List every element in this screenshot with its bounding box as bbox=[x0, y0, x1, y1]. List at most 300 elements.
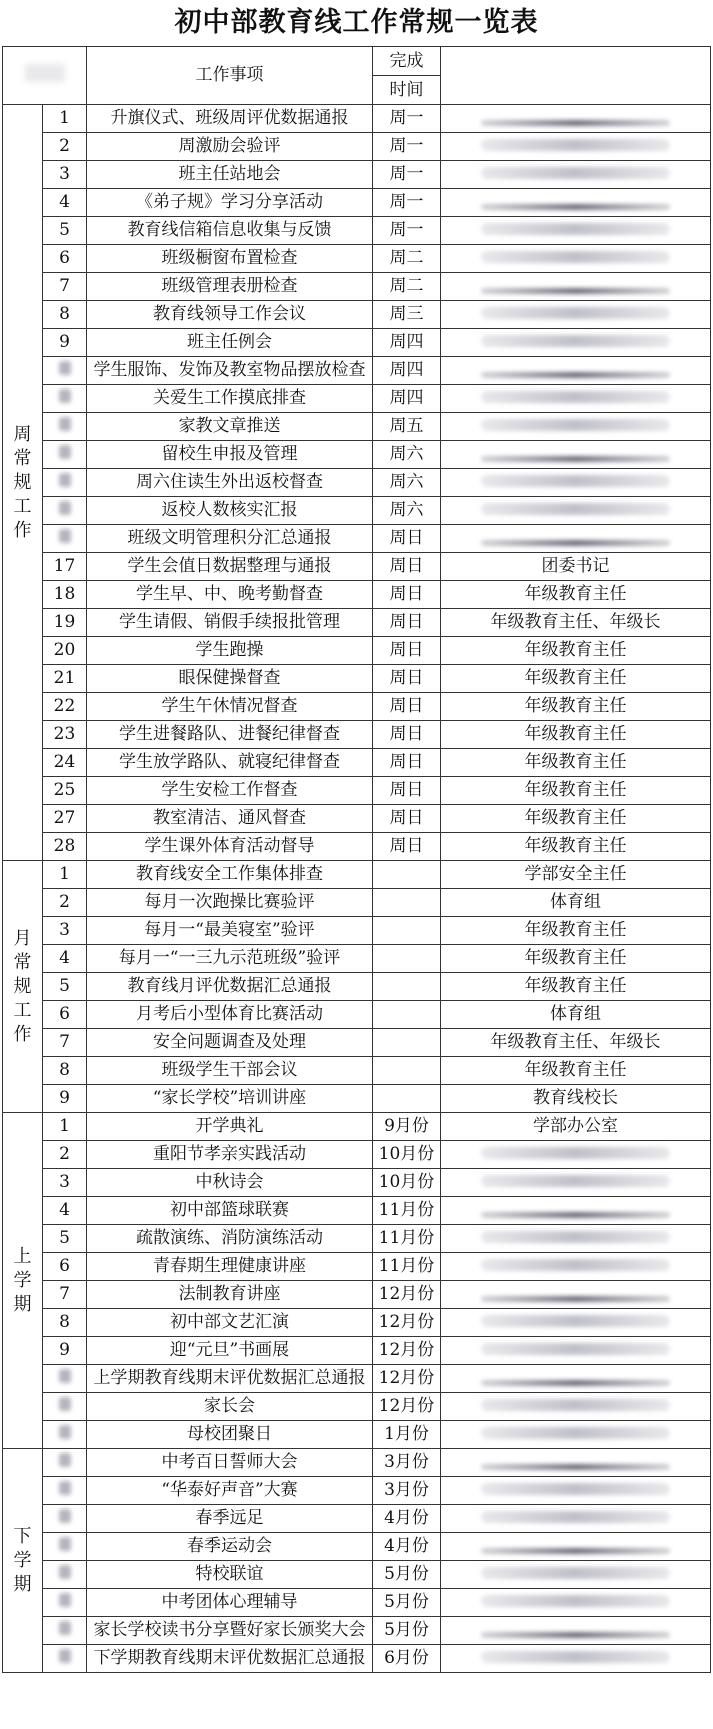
table-row bbox=[3, 805, 711, 833]
blurred-region bbox=[481, 167, 669, 179]
responsible-cell bbox=[441, 1197, 711, 1225]
blurred-region bbox=[481, 475, 669, 487]
responsible-cell: 体育组 bbox=[441, 889, 711, 917]
time-cell: 12月份 bbox=[373, 1281, 441, 1309]
time-cell bbox=[373, 1001, 441, 1029]
blurred-region bbox=[481, 503, 669, 515]
table-row bbox=[3, 1561, 711, 1589]
table-row bbox=[3, 161, 711, 189]
table-row bbox=[3, 1617, 711, 1645]
table-row bbox=[3, 1505, 711, 1533]
row-number: 5 bbox=[43, 217, 87, 245]
time-cell: 周六 bbox=[373, 441, 441, 469]
row-number bbox=[43, 1477, 87, 1505]
header-time-top: 完成 bbox=[373, 47, 441, 76]
blurred-region bbox=[481, 540, 669, 546]
task-cell: 家长会 bbox=[87, 1393, 373, 1421]
table-row bbox=[3, 1169, 711, 1197]
task-cell: 学生进餐路队、进餐纪律督查 bbox=[87, 721, 373, 749]
task-cell: 周激励会验评 bbox=[87, 133, 373, 161]
row-number bbox=[43, 357, 87, 385]
blurred-region bbox=[25, 64, 65, 82]
task-cell: 教育线安全工作集体排查 bbox=[87, 861, 373, 889]
row-number bbox=[43, 1617, 87, 1645]
time-cell bbox=[373, 861, 441, 889]
task-cell: 初中部文艺汇演 bbox=[87, 1309, 373, 1337]
time-cell: 周日 bbox=[373, 777, 441, 805]
responsible-cell: 年级教育主任 bbox=[441, 777, 711, 805]
task-cell: 教育线领导工作会议 bbox=[87, 301, 373, 329]
time-cell: 周日 bbox=[373, 833, 441, 861]
row-number bbox=[43, 413, 87, 441]
task-cell: 每月一次跑操比赛验评 bbox=[87, 889, 373, 917]
task-cell: 特校联谊 bbox=[87, 1561, 373, 1589]
time-cell: 周六 bbox=[373, 497, 441, 525]
time-cell: 周六 bbox=[373, 469, 441, 497]
task-cell: 返校人数核实汇报 bbox=[87, 497, 373, 525]
time-cell: 11月份 bbox=[373, 1253, 441, 1281]
time-cell: 12月份 bbox=[373, 1393, 441, 1421]
category-cell bbox=[3, 1449, 43, 1673]
blurred-region bbox=[59, 1481, 71, 1495]
task-cell: 母校团聚日 bbox=[87, 1421, 373, 1449]
time-cell: 5月份 bbox=[373, 1589, 441, 1617]
task-cell: 初中部篮球联赛 bbox=[87, 1197, 373, 1225]
category-label: 月常规工作 bbox=[13, 927, 32, 1045]
task-cell: 教育线信箱信息收集与反馈 bbox=[87, 217, 373, 245]
blurred-region bbox=[481, 1483, 669, 1495]
time-cell bbox=[373, 1029, 441, 1057]
responsible-cell: 团委书记 bbox=[441, 553, 711, 581]
time-cell: 10月份 bbox=[373, 1141, 441, 1169]
time-cell: 周日 bbox=[373, 693, 441, 721]
blurred-region bbox=[481, 1595, 669, 1607]
task-cell: 班主任站地会 bbox=[87, 161, 373, 189]
header-corner-cell bbox=[3, 47, 87, 105]
blurred-region bbox=[59, 445, 71, 459]
time-cell bbox=[373, 973, 441, 1001]
row-number: 6 bbox=[43, 245, 87, 273]
blurred-region bbox=[481, 251, 669, 263]
task-cell: 迎“元旦”书画展 bbox=[87, 1337, 373, 1365]
time-cell: 12月份 bbox=[373, 1337, 441, 1365]
blurred-region bbox=[481, 1399, 669, 1411]
blurred-region bbox=[59, 1649, 71, 1663]
row-number bbox=[43, 1421, 87, 1449]
row-number: 23 bbox=[43, 721, 87, 749]
row-number: 8 bbox=[43, 1309, 87, 1337]
responsible-cell bbox=[441, 245, 711, 273]
responsible-cell bbox=[441, 1309, 711, 1337]
time-cell: 周日 bbox=[373, 637, 441, 665]
task-cell: 班级学生干部会议 bbox=[87, 1057, 373, 1085]
blurred-region bbox=[481, 1147, 669, 1159]
table-row bbox=[3, 1309, 711, 1337]
row-number: 22 bbox=[43, 693, 87, 721]
task-cell: 学生安检工作督查 bbox=[87, 777, 373, 805]
row-number: 5 bbox=[43, 1225, 87, 1253]
row-number bbox=[43, 1589, 87, 1617]
row-number: 17 bbox=[43, 553, 87, 581]
responsible-cell bbox=[441, 1169, 711, 1197]
task-cell: 春季运动会 bbox=[87, 1533, 373, 1561]
task-cell: 中秋诗会 bbox=[87, 1169, 373, 1197]
blurred-region bbox=[59, 361, 71, 375]
table-row bbox=[3, 1085, 711, 1113]
time-cell: 4月份 bbox=[373, 1533, 441, 1561]
responsible-cell: 年级教育主任 bbox=[441, 973, 711, 1001]
time-cell: 1月份 bbox=[373, 1421, 441, 1449]
responsible-cell bbox=[441, 105, 711, 133]
table-row bbox=[3, 581, 711, 609]
table-row bbox=[3, 1057, 711, 1085]
table-row bbox=[3, 1001, 711, 1029]
responsible-cell bbox=[441, 441, 711, 469]
table-row bbox=[3, 889, 711, 917]
category-label: 上学期 bbox=[13, 1245, 32, 1315]
responsible-cell: 年级教育主任 bbox=[441, 581, 711, 609]
responsible-cell bbox=[441, 189, 711, 217]
task-cell: 学生课外体育活动督导 bbox=[87, 833, 373, 861]
task-cell: 重阳节孝亲实践活动 bbox=[87, 1141, 373, 1169]
header-row bbox=[3, 47, 711, 76]
table-row bbox=[3, 1421, 711, 1449]
task-cell: 上学期教育线期末评优数据汇总通报 bbox=[87, 1365, 373, 1393]
row-number: 21 bbox=[43, 665, 87, 693]
task-cell: 每月一“最美寝室”验评 bbox=[87, 917, 373, 945]
blurred-region bbox=[59, 1565, 71, 1579]
time-cell: 6月份 bbox=[373, 1645, 441, 1673]
time-cell bbox=[373, 917, 441, 945]
responsible-cell bbox=[441, 1281, 711, 1309]
table-row bbox=[3, 189, 711, 217]
blurred-region bbox=[481, 419, 669, 431]
table-row bbox=[3, 1589, 711, 1617]
blurred-region bbox=[481, 391, 669, 403]
blurred-region bbox=[481, 1231, 669, 1243]
time-cell bbox=[373, 889, 441, 917]
blurred-region bbox=[59, 1593, 71, 1607]
time-cell: 周日 bbox=[373, 553, 441, 581]
row-number bbox=[43, 1561, 87, 1589]
task-cell: 《弟子规》学习分享活动 bbox=[87, 189, 373, 217]
responsible-cell bbox=[441, 385, 711, 413]
blurred-region bbox=[59, 473, 71, 487]
blurred-region bbox=[481, 120, 669, 126]
blurred-region bbox=[59, 1425, 71, 1439]
table-row bbox=[3, 693, 711, 721]
responsible-cell: 年级教育主任、年级长 bbox=[441, 1029, 711, 1057]
task-cell: 春季远足 bbox=[87, 1505, 373, 1533]
task-cell: 安全问题调查及处理 bbox=[87, 1029, 373, 1057]
responsible-cell bbox=[441, 469, 711, 497]
blurred-region bbox=[59, 1453, 71, 1467]
responsible-cell bbox=[441, 217, 711, 245]
responsible-cell: 年级教育主任 bbox=[441, 721, 711, 749]
blurred-region bbox=[481, 1175, 669, 1187]
table-row bbox=[3, 1113, 711, 1141]
task-cell: 青春期生理健康讲座 bbox=[87, 1253, 373, 1281]
row-number: 8 bbox=[43, 1057, 87, 1085]
table-row bbox=[3, 777, 711, 805]
row-number bbox=[43, 441, 87, 469]
blurred-region bbox=[59, 1537, 71, 1551]
row-number: 4 bbox=[43, 945, 87, 973]
row-number: 19 bbox=[43, 609, 87, 637]
table-row bbox=[3, 945, 711, 973]
blurred-region bbox=[59, 529, 71, 543]
row-number bbox=[43, 469, 87, 497]
blurred-region bbox=[481, 1548, 669, 1554]
category-cell bbox=[3, 861, 43, 1113]
task-cell: 月考后小型体育比赛活动 bbox=[87, 1001, 373, 1029]
task-cell: 留校生申报及管理 bbox=[87, 441, 373, 469]
responsible-cell bbox=[441, 1225, 711, 1253]
row-number: 2 bbox=[43, 133, 87, 161]
blurred-region bbox=[481, 288, 669, 294]
responsible-cell: 年级教育主任 bbox=[441, 693, 711, 721]
table-row bbox=[3, 525, 711, 553]
table-row bbox=[3, 1337, 711, 1365]
responsible-cell: 教育线校长 bbox=[441, 1085, 711, 1113]
responsible-cell bbox=[441, 1393, 711, 1421]
task-cell: 学生放学路队、就寝纪律督查 bbox=[87, 749, 373, 777]
responsible-cell: 年级教育主任、年级长 bbox=[441, 609, 711, 637]
responsible-cell bbox=[441, 1449, 711, 1477]
page-title: 初中部教育线工作常规一览表 bbox=[174, 7, 539, 38]
task-cell: “家长学校”培训讲座 bbox=[87, 1085, 373, 1113]
responsible-cell: 年级教育主任 bbox=[441, 805, 711, 833]
time-cell: 周五 bbox=[373, 413, 441, 441]
row-number: 18 bbox=[43, 581, 87, 609]
time-cell bbox=[373, 1085, 441, 1113]
time-cell: 5月份 bbox=[373, 1561, 441, 1589]
task-cell: 班级管理表册检查 bbox=[87, 273, 373, 301]
time-cell: 5月份 bbox=[373, 1617, 441, 1645]
blurred-region bbox=[481, 1343, 669, 1355]
table-row bbox=[3, 245, 711, 273]
time-cell: 周二 bbox=[373, 273, 441, 301]
blurred-region bbox=[481, 1296, 669, 1302]
header-responsible-cell bbox=[441, 47, 711, 105]
task-cell: 疏散演练、消防演练活动 bbox=[87, 1225, 373, 1253]
table-row bbox=[3, 385, 711, 413]
blurred-region bbox=[481, 1380, 669, 1386]
responsible-cell bbox=[441, 525, 711, 553]
row-number: 4 bbox=[43, 1197, 87, 1225]
task-cell: 学生会值日数据整理与通报 bbox=[87, 553, 373, 581]
time-cell: 11月份 bbox=[373, 1225, 441, 1253]
table-row bbox=[3, 609, 711, 637]
table-row bbox=[3, 1365, 711, 1393]
row-number: 28 bbox=[43, 833, 87, 861]
blurred-region bbox=[481, 204, 669, 210]
row-number: 6 bbox=[43, 1001, 87, 1029]
responsible-cell: 学部安全主任 bbox=[441, 861, 711, 889]
blurred-region bbox=[481, 307, 669, 319]
category-cell bbox=[3, 105, 43, 861]
responsible-cell bbox=[441, 1617, 711, 1645]
responsible-cell bbox=[441, 1533, 711, 1561]
table-row bbox=[3, 1477, 711, 1505]
blurred-region bbox=[481, 335, 669, 347]
task-cell: 学生服饰、发饰及教室物品摆放检查 bbox=[87, 357, 373, 385]
responsible-cell bbox=[441, 1645, 711, 1673]
table-row bbox=[3, 749, 711, 777]
row-number bbox=[43, 1365, 87, 1393]
row-number: 3 bbox=[43, 917, 87, 945]
task-cell: 升旗仪式、班级周评优数据通报 bbox=[87, 105, 373, 133]
time-cell: 9月份 bbox=[373, 1113, 441, 1141]
time-cell: 周二 bbox=[373, 245, 441, 273]
blurred-region bbox=[59, 1509, 71, 1523]
table-row bbox=[3, 917, 711, 945]
responsible-cell: 年级教育主任 bbox=[441, 945, 711, 973]
row-number: 4 bbox=[43, 189, 87, 217]
blurred-region bbox=[59, 1397, 71, 1411]
row-number: 8 bbox=[43, 301, 87, 329]
time-cell: 4月份 bbox=[373, 1505, 441, 1533]
row-number: 7 bbox=[43, 1281, 87, 1309]
time-cell: 周一 bbox=[373, 161, 441, 189]
table-row bbox=[3, 217, 711, 245]
responsible-cell: 学部办公室 bbox=[441, 1113, 711, 1141]
blurred-region bbox=[481, 1259, 669, 1271]
time-cell: 3月份 bbox=[373, 1477, 441, 1505]
task-cell: 每月一“一三九示范班级”验评 bbox=[87, 945, 373, 973]
task-cell: 关爱生工作摸底排查 bbox=[87, 385, 373, 413]
table-row bbox=[3, 721, 711, 749]
blurred-region bbox=[481, 139, 669, 151]
blurred-region bbox=[481, 1427, 669, 1439]
time-cell bbox=[373, 945, 441, 973]
table-row bbox=[3, 441, 711, 469]
responsible-cell bbox=[441, 161, 711, 189]
row-number: 2 bbox=[43, 1141, 87, 1169]
row-number: 7 bbox=[43, 273, 87, 301]
table-row bbox=[3, 301, 711, 329]
row-number bbox=[43, 1505, 87, 1533]
responsible-cell bbox=[441, 1589, 711, 1617]
task-cell: 班级文明管理积分汇总通报 bbox=[87, 525, 373, 553]
responsible-cell bbox=[441, 1505, 711, 1533]
responsible-cell bbox=[441, 497, 711, 525]
table-row bbox=[3, 1253, 711, 1281]
time-cell: 周四 bbox=[373, 329, 441, 357]
responsible-cell bbox=[441, 273, 711, 301]
blurred-region bbox=[481, 1464, 669, 1470]
table-row bbox=[3, 1393, 711, 1421]
blurred-region bbox=[481, 456, 669, 462]
blurred-region bbox=[59, 501, 71, 515]
blurred-region bbox=[59, 1369, 71, 1383]
header-time-bottom: 时间 bbox=[373, 76, 441, 105]
time-cell: 周一 bbox=[373, 133, 441, 161]
row-number: 3 bbox=[43, 161, 87, 189]
responsible-cell bbox=[441, 1141, 711, 1169]
responsible-cell bbox=[441, 1561, 711, 1589]
blurred-region bbox=[481, 1315, 669, 1327]
blurred-region bbox=[481, 372, 669, 378]
header-item: 工作事项 bbox=[87, 47, 373, 105]
table-row bbox=[3, 1029, 711, 1057]
blurred-region bbox=[481, 223, 669, 235]
responsible-cell: 体育组 bbox=[441, 1001, 711, 1029]
row-number: 1 bbox=[43, 105, 87, 133]
blurred-region bbox=[481, 1632, 669, 1638]
row-number bbox=[43, 497, 87, 525]
row-number: 7 bbox=[43, 1029, 87, 1057]
time-cell: 11月份 bbox=[373, 1197, 441, 1225]
row-number: 9 bbox=[43, 1337, 87, 1365]
table-row bbox=[3, 497, 711, 525]
table-row bbox=[3, 1141, 711, 1169]
row-number bbox=[43, 385, 87, 413]
time-cell: 周日 bbox=[373, 525, 441, 553]
time-cell: 12月份 bbox=[373, 1309, 441, 1337]
blurred-region bbox=[481, 1567, 669, 1579]
row-number bbox=[43, 1533, 87, 1561]
table-row bbox=[3, 1449, 711, 1477]
table-row bbox=[3, 833, 711, 861]
responsible-cell: 年级教育主任 bbox=[441, 917, 711, 945]
row-number: 20 bbox=[43, 637, 87, 665]
row-number: 27 bbox=[43, 805, 87, 833]
responsible-cell bbox=[441, 1477, 711, 1505]
task-cell: 班主任例会 bbox=[87, 329, 373, 357]
responsible-cell bbox=[441, 1421, 711, 1449]
time-cell: 周一 bbox=[373, 189, 441, 217]
task-cell: “华泰好声音”大赛 bbox=[87, 1477, 373, 1505]
time-cell: 12月份 bbox=[373, 1365, 441, 1393]
table-row bbox=[3, 105, 711, 133]
time-cell: 周日 bbox=[373, 749, 441, 777]
task-cell: 学生跑操 bbox=[87, 637, 373, 665]
table-row bbox=[3, 273, 711, 301]
responsible-cell bbox=[441, 1337, 711, 1365]
task-cell: 中考团体心理辅导 bbox=[87, 1589, 373, 1617]
time-cell: 周四 bbox=[373, 357, 441, 385]
time-cell: 周一 bbox=[373, 217, 441, 245]
time-cell: 周日 bbox=[373, 665, 441, 693]
table-row bbox=[3, 637, 711, 665]
row-number: 3 bbox=[43, 1169, 87, 1197]
task-cell: 家教文章推送 bbox=[87, 413, 373, 441]
time-cell: 周一 bbox=[373, 105, 441, 133]
row-number bbox=[43, 1449, 87, 1477]
blurred-region bbox=[59, 389, 71, 403]
category-label: 周常规工作 bbox=[13, 423, 32, 541]
row-number: 1 bbox=[43, 861, 87, 889]
responsible-cell: 年级教育主任 bbox=[441, 749, 711, 777]
responsible-cell: 年级教育主任 bbox=[441, 665, 711, 693]
row-number: 6 bbox=[43, 1253, 87, 1281]
row-number bbox=[43, 1645, 87, 1673]
table-row bbox=[3, 1645, 711, 1673]
table-row bbox=[3, 665, 711, 693]
responsible-cell bbox=[441, 1365, 711, 1393]
table-row bbox=[3, 469, 711, 497]
row-number: 5 bbox=[43, 973, 87, 1001]
row-number: 9 bbox=[43, 329, 87, 357]
table-row bbox=[3, 133, 711, 161]
task-cell: 班级橱窗布置检查 bbox=[87, 245, 373, 273]
task-cell: 教室清洁、通风督查 bbox=[87, 805, 373, 833]
table-body bbox=[3, 47, 711, 1673]
table-row bbox=[3, 861, 711, 889]
task-cell: 教育线月评优数据汇总通报 bbox=[87, 973, 373, 1001]
task-cell: 周六住读生外出返校督查 bbox=[87, 469, 373, 497]
